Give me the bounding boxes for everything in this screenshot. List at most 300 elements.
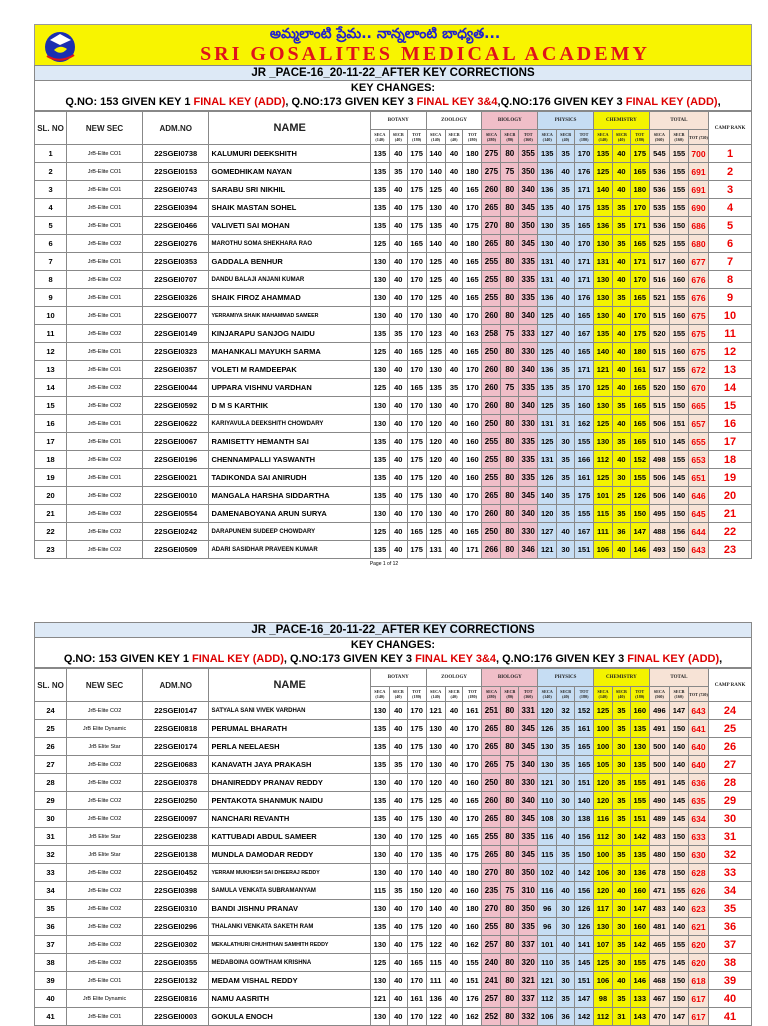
physics-mark: 40 bbox=[557, 163, 575, 181]
student-name: PERUMAL BHARATH bbox=[209, 720, 370, 738]
physics-mark: 131 bbox=[538, 415, 557, 433]
zoology-mark: 165 bbox=[463, 523, 482, 541]
camp-rank: 3 bbox=[709, 181, 752, 199]
student-name: DAMENABOYANA ARUN SURYA bbox=[209, 505, 370, 523]
section: JrB-Elite CO1 bbox=[67, 145, 143, 163]
student-row bbox=[35, 343, 752, 361]
physics-mark: 141 bbox=[575, 936, 594, 954]
biology-mark: 265 bbox=[482, 810, 501, 828]
biology-mark: 80 bbox=[501, 1008, 519, 1026]
zoology-mark: 121 bbox=[426, 702, 445, 720]
biology-mark: 80 bbox=[501, 810, 519, 828]
botany-mark: 170 bbox=[407, 253, 426, 271]
total-mark: 640 bbox=[688, 756, 708, 774]
zoology-mark: 165 bbox=[463, 253, 482, 271]
section: JrB-Elite CO2 bbox=[67, 235, 143, 253]
biology-mark: 80 bbox=[501, 523, 519, 541]
sl-no: 9 bbox=[35, 289, 67, 307]
chemistry-mark: 130 bbox=[630, 738, 649, 756]
physics-mark: 30 bbox=[557, 918, 575, 936]
total-section: 506 bbox=[649, 487, 669, 505]
botany-mark: 175 bbox=[407, 199, 426, 217]
section: JrB-Elite CO2 bbox=[67, 397, 143, 415]
botany-mark: 130 bbox=[370, 271, 389, 289]
col-adm: ADM.NO bbox=[143, 112, 209, 145]
total-mark: 635 bbox=[688, 792, 708, 810]
total-mark: 675 bbox=[688, 307, 708, 325]
physics-mark: 126 bbox=[538, 720, 557, 738]
total-section: 155 bbox=[669, 325, 688, 343]
section: JrB-Elite CO2 bbox=[67, 487, 143, 505]
botany-mark: 130 bbox=[370, 289, 389, 307]
zoology-mark: 160 bbox=[463, 433, 482, 451]
zoology-mark: 40 bbox=[445, 972, 463, 990]
botany-mark: 175 bbox=[407, 487, 426, 505]
zoology-mark: 40 bbox=[445, 181, 463, 199]
col-subheader: SECB (40) bbox=[445, 687, 463, 702]
sl-no: 22 bbox=[35, 523, 67, 541]
chemistry-mark: 40 bbox=[612, 361, 630, 379]
section: JrB-Elite CO1 bbox=[67, 415, 143, 433]
biology-mark: 333 bbox=[519, 325, 538, 343]
zoology-mark: 40 bbox=[445, 253, 463, 271]
total-section: 151 bbox=[669, 415, 688, 433]
section: JrB-Elite CO2 bbox=[67, 936, 143, 954]
total-section: 470 bbox=[649, 1008, 669, 1026]
biology-mark: 265 bbox=[482, 199, 501, 217]
botany-mark: 175 bbox=[407, 217, 426, 235]
botany-mark: 130 bbox=[370, 253, 389, 271]
total-section: 496 bbox=[649, 702, 669, 720]
student-name: UPPARA VISHNU VARDHAN bbox=[209, 379, 370, 397]
student-row bbox=[35, 289, 752, 307]
col-name: NAME bbox=[209, 669, 370, 702]
biology-mark: 350 bbox=[519, 217, 538, 235]
biology-mark: 235 bbox=[482, 882, 501, 900]
chemistry-mark: 40 bbox=[612, 163, 630, 181]
botany-mark: 40 bbox=[389, 415, 407, 433]
zoology-mark: 140 bbox=[426, 145, 445, 163]
biology-mark: 320 bbox=[519, 954, 538, 972]
total-section: 145 bbox=[669, 954, 688, 972]
physics-mark: 35 bbox=[557, 738, 575, 756]
student-row bbox=[35, 846, 752, 864]
chemistry-mark: 35 bbox=[612, 199, 630, 217]
adm-no: 22SGEI0296 bbox=[143, 918, 209, 936]
section: JrB-Elite CO1 bbox=[67, 343, 143, 361]
col-subheader: SECA (140) bbox=[538, 687, 557, 702]
biology-mark: 350 bbox=[519, 163, 538, 181]
total-section: 150 bbox=[669, 397, 688, 415]
botany-mark: 135 bbox=[370, 810, 389, 828]
zoology-mark: 40 bbox=[445, 235, 463, 253]
total-section: 150 bbox=[669, 828, 688, 846]
student-row bbox=[35, 361, 752, 379]
col-adm: ADM.NO bbox=[143, 669, 209, 702]
key-change-final: FINAL KEY (ADD) bbox=[192, 653, 284, 665]
biology-mark: 80 bbox=[501, 505, 519, 523]
chemistry-mark: 130 bbox=[593, 271, 612, 289]
report-title: JR _PACE-16_20-11-22_AFTER KEY CORRECTIONS bbox=[34, 65, 752, 81]
section: JrB-Elite CO1 bbox=[67, 972, 143, 990]
total-section: 478 bbox=[649, 864, 669, 882]
botany-mark: 40 bbox=[389, 900, 407, 918]
biology-mark: 265 bbox=[482, 846, 501, 864]
chemistry-mark: 126 bbox=[630, 487, 649, 505]
sl-no: 8 bbox=[35, 271, 67, 289]
total-section: 467 bbox=[649, 990, 669, 1008]
botany-mark: 40 bbox=[389, 379, 407, 397]
physics-mark: 40 bbox=[557, 199, 575, 217]
chemistry-mark: 130 bbox=[593, 918, 612, 936]
botany-mark: 135 bbox=[370, 181, 389, 199]
zoology-mark: 163 bbox=[463, 325, 482, 343]
total-section: 150 bbox=[669, 217, 688, 235]
total-mark: 686 bbox=[688, 217, 708, 235]
physics-mark: 147 bbox=[575, 990, 594, 1008]
biology-mark: 270 bbox=[482, 864, 501, 882]
physics-mark: 35 bbox=[557, 145, 575, 163]
biology-mark: 80 bbox=[501, 864, 519, 882]
col-subheader: TOT (720) bbox=[688, 130, 708, 145]
physics-mark: 152 bbox=[575, 702, 594, 720]
physics-mark: 136 bbox=[538, 181, 557, 199]
key-change-text: ,Q.NO:176 GIVEN KEY 3 bbox=[497, 96, 626, 108]
camp-rank: 11 bbox=[709, 325, 752, 343]
chemistry-mark: 140 bbox=[593, 343, 612, 361]
section: JrB-Elite CO2 bbox=[67, 810, 143, 828]
section: JrB-Elite CO1 bbox=[67, 253, 143, 271]
zoology-mark: 40 bbox=[445, 289, 463, 307]
total-section: 520 bbox=[649, 325, 669, 343]
sl-no: 6 bbox=[35, 235, 67, 253]
botany-mark: 130 bbox=[370, 864, 389, 882]
adm-no: 22SGEI0738 bbox=[143, 145, 209, 163]
student-row bbox=[35, 756, 752, 774]
camp-rank: 26 bbox=[709, 738, 752, 756]
total-mark: 626 bbox=[688, 882, 708, 900]
zoology-mark: 40 bbox=[445, 774, 463, 792]
zoology-mark: 160 bbox=[463, 415, 482, 433]
botany-mark: 40 bbox=[389, 828, 407, 846]
sl-no: 41 bbox=[35, 1008, 67, 1026]
biology-mark: 340 bbox=[519, 361, 538, 379]
biology-mark: 337 bbox=[519, 936, 538, 954]
biology-mark: 335 bbox=[519, 271, 538, 289]
student-name: SHAIK MASTAN SOHEL bbox=[209, 199, 370, 217]
adm-no: 22SGEI0394 bbox=[143, 199, 209, 217]
biology-mark: 340 bbox=[519, 307, 538, 325]
zoology-mark: 165 bbox=[463, 343, 482, 361]
total-section: 155 bbox=[669, 199, 688, 217]
total-mark: 700 bbox=[688, 145, 708, 163]
section: JrB-Elite CO2 bbox=[67, 792, 143, 810]
physics-mark: 160 bbox=[575, 397, 594, 415]
student-row bbox=[35, 325, 752, 343]
zoology-mark: 122 bbox=[426, 936, 445, 954]
physics-mark: 35 bbox=[557, 181, 575, 199]
zoology-mark: 40 bbox=[445, 343, 463, 361]
student-row bbox=[35, 810, 752, 828]
botany-mark: 130 bbox=[370, 846, 389, 864]
biology-mark: 80 bbox=[501, 541, 519, 559]
student-name: MEDABOINA GOWTHAM KRISHNA bbox=[209, 954, 370, 972]
sl-no: 38 bbox=[35, 954, 67, 972]
botany-mark: 130 bbox=[370, 397, 389, 415]
botany-mark: 130 bbox=[370, 900, 389, 918]
total-section: 495 bbox=[649, 505, 669, 523]
physics-mark: 40 bbox=[557, 936, 575, 954]
physics-mark: 121 bbox=[538, 541, 557, 559]
physics-mark: 35 bbox=[557, 451, 575, 469]
student-row bbox=[35, 864, 752, 882]
total-section: 525 bbox=[649, 235, 669, 253]
camp-rank: 19 bbox=[709, 469, 752, 487]
sl-no: 19 bbox=[35, 469, 67, 487]
total-section: 480 bbox=[649, 846, 669, 864]
biology-mark: 80 bbox=[501, 307, 519, 325]
student-name: SAMULA VENKATA SUBRAMANYAM bbox=[209, 882, 370, 900]
biology-mark: 332 bbox=[519, 1008, 538, 1026]
total-section: 150 bbox=[669, 864, 688, 882]
physics-mark: 106 bbox=[538, 1008, 557, 1026]
student-row bbox=[35, 217, 752, 235]
total-section: 145 bbox=[669, 433, 688, 451]
zoology-mark: 40 bbox=[445, 145, 463, 163]
botany-mark: 175 bbox=[407, 720, 426, 738]
zoology-mark: 40 bbox=[445, 505, 463, 523]
chemistry-mark: 120 bbox=[593, 774, 612, 792]
student-name: PERLA NEELAESH bbox=[209, 738, 370, 756]
camp-rank: 27 bbox=[709, 756, 752, 774]
chemistry-mark: 35 bbox=[612, 774, 630, 792]
total-section: 150 bbox=[669, 720, 688, 738]
botany-mark: 135 bbox=[370, 738, 389, 756]
student-name: GADDALA BENHUR bbox=[209, 253, 370, 271]
total-section: 536 bbox=[649, 217, 669, 235]
botany-mark: 135 bbox=[370, 469, 389, 487]
student-row bbox=[35, 253, 752, 271]
camp-rank: 12 bbox=[709, 343, 752, 361]
col-subheader: SECA (140) bbox=[426, 687, 445, 702]
key-change-text: , Q.NO:173 GIVEN KEY 3 bbox=[285, 96, 417, 108]
sl-no: 15 bbox=[35, 397, 67, 415]
chemistry-mark: 125 bbox=[593, 163, 612, 181]
physics-mark: 110 bbox=[538, 792, 557, 810]
zoology-mark: 160 bbox=[463, 451, 482, 469]
zoology-mark: 160 bbox=[463, 918, 482, 936]
zoology-mark: 130 bbox=[426, 810, 445, 828]
total-section: 515 bbox=[649, 307, 669, 325]
biology-mark: 340 bbox=[519, 397, 538, 415]
student-row bbox=[35, 738, 752, 756]
botany-mark: 170 bbox=[407, 505, 426, 523]
col-subject: ZOOLOGY bbox=[426, 669, 482, 687]
total-section: 491 bbox=[649, 720, 669, 738]
report-title: JR _PACE-16_20-11-22_AFTER KEY CORRECTIONS bbox=[34, 622, 752, 638]
marks-table bbox=[34, 668, 752, 1026]
physics-mark: 130 bbox=[538, 235, 557, 253]
chemistry-mark: 30 bbox=[612, 756, 630, 774]
zoology-mark: 40 bbox=[445, 451, 463, 469]
key-change-text: , Q.NO:173 GIVEN KEY 3 bbox=[283, 653, 416, 665]
student-name: KANAVATH JAYA PRAKASH bbox=[209, 756, 370, 774]
chemistry-mark: 165 bbox=[630, 235, 649, 253]
zoology-mark: 40 bbox=[445, 523, 463, 541]
student-name: ADARI SASIDHAR PRAVEEN KUMAR bbox=[209, 541, 370, 559]
zoology-mark: 125 bbox=[426, 343, 445, 361]
physics-mark: 135 bbox=[538, 145, 557, 163]
botany-mark: 165 bbox=[407, 954, 426, 972]
col-subheader: TOT (360) bbox=[519, 687, 538, 702]
chemistry-mark: 30 bbox=[612, 918, 630, 936]
camp-rank: 13 bbox=[709, 361, 752, 379]
adm-no: 22SGEI0398 bbox=[143, 882, 209, 900]
total-section: 481 bbox=[649, 918, 669, 936]
chemistry-mark: 30 bbox=[612, 954, 630, 972]
biology-mark: 80 bbox=[501, 918, 519, 936]
physics-mark: 116 bbox=[538, 828, 557, 846]
physics-mark: 40 bbox=[557, 864, 575, 882]
chemistry-mark: 30 bbox=[612, 900, 630, 918]
biology-mark: 80 bbox=[501, 145, 519, 163]
total-section: 145 bbox=[669, 774, 688, 792]
total-section: 145 bbox=[669, 792, 688, 810]
chemistry-mark: 130 bbox=[593, 397, 612, 415]
student-row bbox=[35, 199, 752, 217]
biology-mark: 265 bbox=[482, 720, 501, 738]
col-subheader: TOT (360) bbox=[519, 130, 538, 145]
student-name: KATTUBADI ABDUL SAMEER bbox=[209, 828, 370, 846]
physics-mark: 126 bbox=[575, 918, 594, 936]
zoology-mark: 170 bbox=[463, 756, 482, 774]
botany-mark: 135 bbox=[370, 541, 389, 559]
academy-logo-icon bbox=[41, 28, 79, 64]
physics-mark: 40 bbox=[557, 325, 575, 343]
chemistry-mark: 111 bbox=[593, 523, 612, 541]
chemistry-mark: 170 bbox=[630, 199, 649, 217]
student-name: BANDI JISHNU PRANAV bbox=[209, 900, 370, 918]
total-mark: 680 bbox=[688, 235, 708, 253]
total-section: 489 bbox=[649, 810, 669, 828]
sl-no: 21 bbox=[35, 505, 67, 523]
biology-mark: 80 bbox=[501, 181, 519, 199]
camp-rank: 23 bbox=[709, 541, 752, 559]
total-section: 145 bbox=[669, 469, 688, 487]
chemistry-mark: 125 bbox=[593, 415, 612, 433]
biology-mark: 255 bbox=[482, 253, 501, 271]
col-subject: CHEMISTRY bbox=[593, 112, 649, 130]
section: JrB-Elite CO2 bbox=[67, 918, 143, 936]
biology-mark: 330 bbox=[519, 343, 538, 361]
biology-mark: 255 bbox=[482, 289, 501, 307]
zoology-mark: 140 bbox=[426, 900, 445, 918]
student-row bbox=[35, 397, 752, 415]
physics-mark: 35 bbox=[557, 487, 575, 505]
chemistry-mark: 142 bbox=[630, 936, 649, 954]
adm-no: 22SGEI0355 bbox=[143, 954, 209, 972]
total-section: 140 bbox=[669, 756, 688, 774]
student-name: KALUMURI DEEKSHITH bbox=[209, 145, 370, 163]
botany-mark: 40 bbox=[389, 235, 407, 253]
biology-mark: 255 bbox=[482, 828, 501, 846]
total-mark: 623 bbox=[688, 900, 708, 918]
biology-mark: 257 bbox=[482, 936, 501, 954]
physics-mark: 165 bbox=[575, 217, 594, 235]
total-mark: 646 bbox=[688, 487, 708, 505]
student-name: PENTAKOTA SHANMUK NAIDU bbox=[209, 792, 370, 810]
physics-mark: 165 bbox=[575, 307, 594, 325]
zoology-mark: 170 bbox=[463, 397, 482, 415]
physics-mark: 35 bbox=[557, 720, 575, 738]
botany-mark: 170 bbox=[407, 972, 426, 990]
total-mark: 643 bbox=[688, 541, 708, 559]
physics-mark: 120 bbox=[538, 505, 557, 523]
botany-mark: 135 bbox=[370, 756, 389, 774]
camp-rank: 30 bbox=[709, 810, 752, 828]
total-section: 517 bbox=[649, 253, 669, 271]
sl-no: 34 bbox=[35, 882, 67, 900]
botany-mark: 40 bbox=[389, 307, 407, 325]
col-sl: SL. NO bbox=[35, 112, 67, 145]
chemistry-mark: 35 bbox=[612, 810, 630, 828]
physics-mark: 162 bbox=[575, 415, 594, 433]
zoology-mark: 40 bbox=[445, 954, 463, 972]
biology-mark: 255 bbox=[482, 918, 501, 936]
botany-mark: 40 bbox=[389, 918, 407, 936]
chemistry-mark: 100 bbox=[593, 738, 612, 756]
chemistry-mark: 175 bbox=[630, 325, 649, 343]
adm-no: 22SGEI0149 bbox=[143, 325, 209, 343]
sl-no: 39 bbox=[35, 972, 67, 990]
student-name: MAROTHU SOMA SHEKHARA RAO bbox=[209, 235, 370, 253]
sl-no: 10 bbox=[35, 307, 67, 325]
student-name: SHAIK FIROZ AHAMMAD bbox=[209, 289, 370, 307]
adm-no: 22SGEI0132 bbox=[143, 972, 209, 990]
key-change-text: , bbox=[719, 653, 723, 665]
physics-mark: 35 bbox=[557, 397, 575, 415]
zoology-mark: 130 bbox=[426, 361, 445, 379]
zoology-mark: 130 bbox=[426, 307, 445, 325]
camp-rank: 33 bbox=[709, 864, 752, 882]
section: JrB-Elite CO2 bbox=[67, 864, 143, 882]
sl-no: 14 bbox=[35, 379, 67, 397]
chemistry-mark: 35 bbox=[612, 792, 630, 810]
zoology-mark: 170 bbox=[463, 361, 482, 379]
total-mark: 645 bbox=[688, 505, 708, 523]
col-subheader: SECA (140) bbox=[370, 687, 389, 702]
botany-mark: 40 bbox=[389, 792, 407, 810]
zoology-mark: 120 bbox=[426, 415, 445, 433]
biology-mark: 80 bbox=[501, 828, 519, 846]
student-name: MANGALA HARSHA SIDDARTHA bbox=[209, 487, 370, 505]
botany-mark: 130 bbox=[370, 936, 389, 954]
botany-mark: 40 bbox=[389, 954, 407, 972]
total-section: 155 bbox=[669, 163, 688, 181]
physics-mark: 176 bbox=[575, 163, 594, 181]
botany-mark: 150 bbox=[407, 882, 426, 900]
section: JrB-Elite CO1 bbox=[67, 361, 143, 379]
key-changes-label: KEY CHANGES: bbox=[34, 638, 752, 652]
chemistry-mark: 146 bbox=[630, 541, 649, 559]
botany-mark: 40 bbox=[389, 469, 407, 487]
botany-mark: 40 bbox=[389, 217, 407, 235]
physics-mark: 30 bbox=[557, 433, 575, 451]
biology-mark: 80 bbox=[501, 900, 519, 918]
student-name: DHANIREDDY PRANAV REDDY bbox=[209, 774, 370, 792]
zoology-mark: 171 bbox=[463, 541, 482, 559]
botany-mark: 35 bbox=[389, 325, 407, 343]
